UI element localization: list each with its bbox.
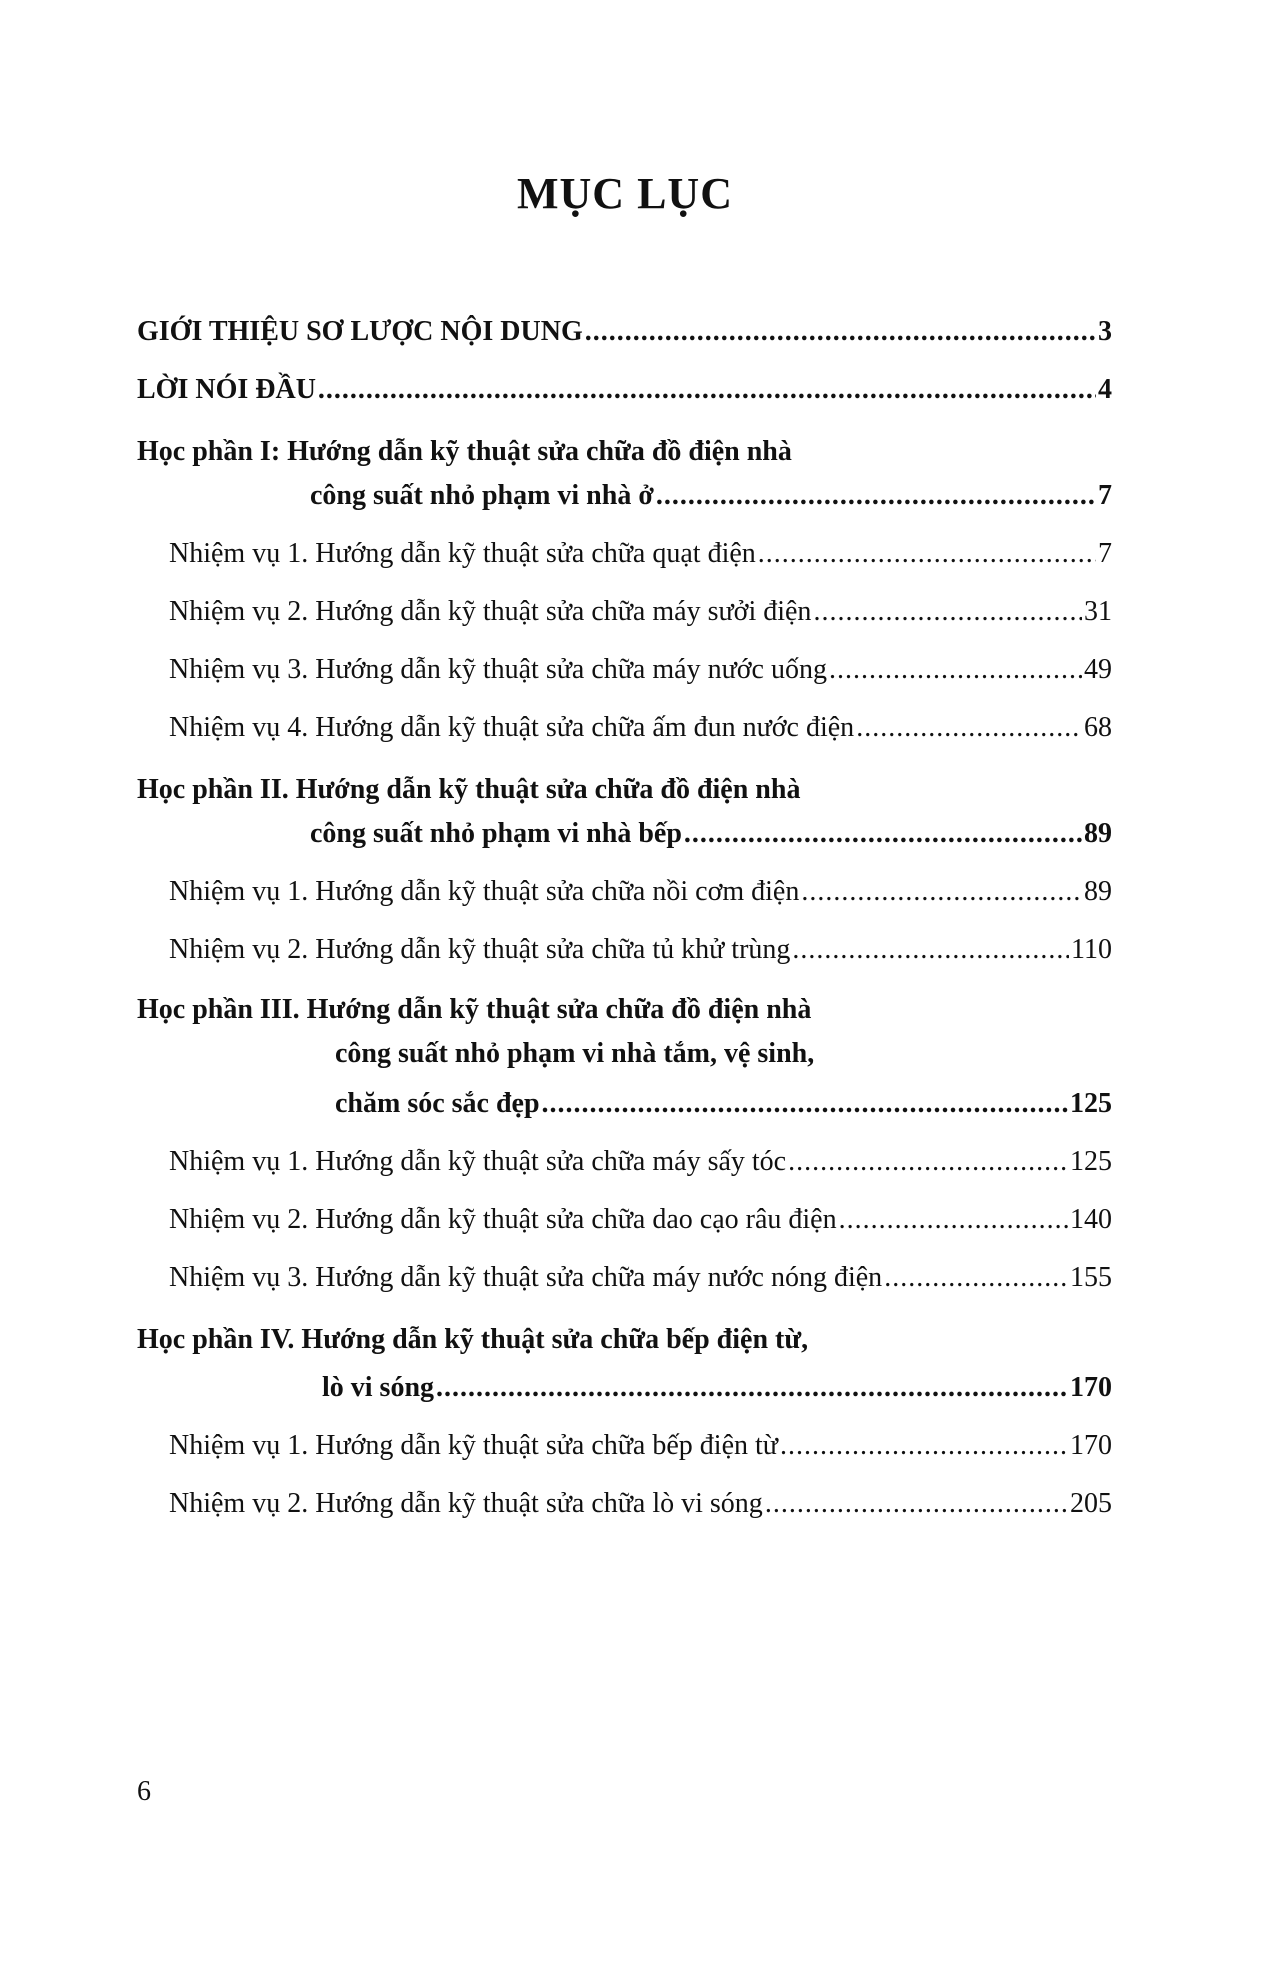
toc-entry-page: 125 [1070, 1088, 1112, 1119]
toc-entry-label: LỜI NÓI ĐẦU [137, 374, 316, 405]
toc-entry-part3-task3[interactable] [169, 1258, 1112, 1298]
toc-entry-label: Nhiệm vụ 4. Hướng dẫn kỹ thuật sửa chữa ấm đun nước điện [169, 712, 855, 743]
toc-entry-label: Nhiệm vụ 1. Hướng dẫn kỹ thuật sửa chữa nồi cơm điện [169, 876, 800, 907]
page-title: MỤC LỤC [517, 169, 733, 218]
toc-entry-page: 49 [1084, 654, 1112, 685]
toc-entry-label: lò vi sóng [322, 1372, 435, 1403]
dot-leader [856, 708, 1082, 748]
toc-entry-page: 140 [1070, 1204, 1112, 1235]
toc-entry-page: 110 [1071, 934, 1112, 965]
dot-leader [656, 476, 1096, 516]
dot-leader [792, 930, 1069, 970]
toc-part1-heading[interactable]: Học phần I: Hướng dẫn kỹ thuật sửa chữa đồ điện nhà [137, 436, 792, 467]
dot-leader [884, 1258, 1068, 1298]
toc-entry-label: Nhiệm vụ 2. Hướng dẫn kỹ thuật sửa chữa máy sưởi điện [169, 596, 812, 627]
toc-entry-label: Nhiệm vụ 2. Hướng dẫn kỹ thuật sửa chữa tủ khử trùng [169, 934, 791, 965]
toc-entry-part3-task1[interactable] [169, 1142, 1112, 1182]
toc-entry-part3[interactable] [335, 1084, 1112, 1124]
toc-entry-preface[interactable] [137, 370, 1112, 410]
toc-entry-page: 170 [1070, 1430, 1112, 1461]
toc-entry-label: Nhiệm vụ 1. Hướng dẫn kỹ thuật sửa chữa bếp điện từ [169, 1430, 778, 1461]
toc-entry-page: 7 [1098, 480, 1112, 511]
toc-entry-page: 89 [1084, 818, 1112, 849]
toc-entry-part1-task1[interactable] [169, 534, 1112, 574]
toc-entry-part1-task4[interactable] [169, 708, 1112, 748]
toc-entry-label: công suất nhỏ phạm vi nhà ở [310, 480, 654, 511]
toc-entry-page: 205 [1070, 1488, 1112, 1519]
dot-leader [788, 1142, 1068, 1182]
toc-entry-part3-task2[interactable] [169, 1200, 1112, 1240]
toc-entry-label: Nhiệm vụ 3. Hướng dẫn kỹ thuật sửa chữa máy nước nóng điện [169, 1262, 883, 1293]
toc-entry-label: GIỚI THIỆU SƠ LƯỢC NỘI DUNG [137, 316, 583, 347]
toc-entry-label: Nhiệm vụ 2. Hướng dẫn kỹ thuật sửa chữa dao cạo râu điện [169, 1204, 837, 1235]
dot-leader [839, 1200, 1068, 1240]
toc-entry-intro[interactable] [137, 312, 1112, 352]
toc-entry-part2-task1[interactable] [169, 872, 1112, 912]
toc-entry-part4[interactable] [322, 1368, 1112, 1408]
toc-entry-part4-task2[interactable] [169, 1484, 1112, 1524]
toc-entry-page: 4 [1098, 374, 1112, 405]
dot-leader [765, 1484, 1068, 1524]
dot-leader [801, 872, 1082, 912]
toc-part2-heading[interactable]: Học phần II. Hướng dẫn kỹ thuật sửa chữa đồ điện nhà [137, 774, 801, 805]
dot-leader [813, 592, 1082, 632]
toc-entry-part2[interactable] [310, 814, 1112, 854]
toc-entry-label: chăm sóc sắc đẹp [335, 1088, 540, 1119]
dot-leader [829, 650, 1082, 690]
toc-entry-part2-task2[interactable] [169, 930, 1112, 970]
toc-entry-part4-task1[interactable] [169, 1426, 1112, 1466]
dot-leader [318, 370, 1096, 410]
toc-entry-label: Nhiệm vụ 1. Hướng dẫn kỹ thuật sửa chữa máy sấy tóc [169, 1146, 787, 1177]
dot-leader [684, 814, 1082, 854]
toc-entry-label: Nhiệm vụ 3. Hướng dẫn kỹ thuật sửa chữa máy nước uống [169, 654, 827, 685]
toc-entry-page: 3 [1098, 316, 1112, 347]
toc-entry-part1-task2[interactable] [169, 592, 1112, 632]
toc-entry-label: Nhiệm vụ 1. Hướng dẫn kỹ thuật sửa chữa quạt điện [169, 538, 756, 569]
toc-part3-heading[interactable]: Học phần III. Hướng dẫn kỹ thuật sửa chữa đồ điện nhà [137, 994, 812, 1025]
toc-entry-page: 170 [1070, 1372, 1112, 1403]
toc-entry-page: 155 [1070, 1262, 1112, 1293]
toc-entry-page: 7 [1098, 538, 1112, 569]
dot-leader [436, 1368, 1068, 1408]
dot-leader [585, 312, 1096, 352]
toc-entry-page: 68 [1084, 712, 1112, 743]
toc-entry-page: 89 [1084, 876, 1112, 907]
toc-entry-part1[interactable] [310, 476, 1112, 516]
toc-entry-label: Nhiệm vụ 2. Hướng dẫn kỹ thuật sửa chữa lò vi sóng [169, 1488, 763, 1519]
footer-page-number: 6 [137, 1776, 151, 1807]
toc-part4-heading[interactable]: Học phần IV. Hướng dẫn kỹ thuật sửa chữa bếp điện từ, [137, 1324, 809, 1355]
toc-entry-page: 125 [1070, 1146, 1112, 1177]
toc-entry-part1-task3[interactable] [169, 650, 1112, 690]
dot-leader [780, 1426, 1068, 1466]
toc-entry-label: công suất nhỏ phạm vi nhà bếp [310, 818, 682, 849]
toc-entry-page: 31 [1084, 596, 1112, 627]
toc-part3-heading-line2[interactable]: công suất nhỏ phạm vi nhà tắm, vệ sinh, [335, 1038, 815, 1069]
dot-leader [542, 1084, 1068, 1124]
dot-leader [758, 534, 1096, 574]
